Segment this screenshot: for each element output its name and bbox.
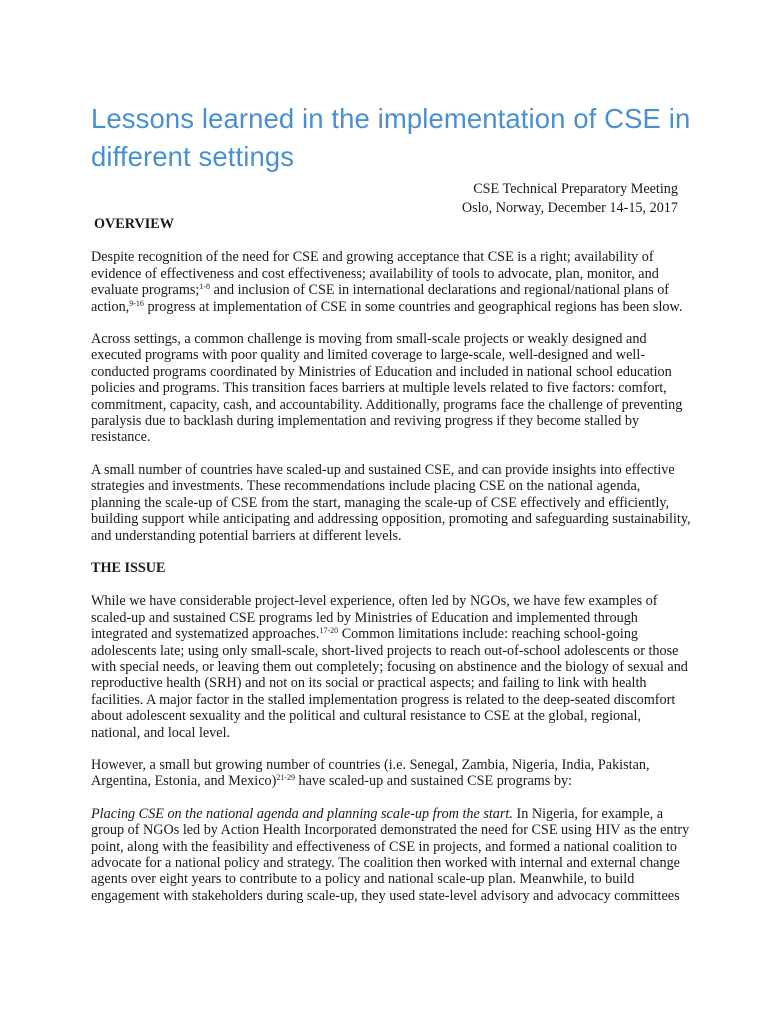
meeting-location-date: Oslo, Norway, December 14-15, 2017 [461, 200, 678, 216]
document-title: Lessons learned in the implementation of CSE in different settings [91, 103, 691, 172]
overview-paragraph-1 [91, 249, 691, 315]
paragraph-text: have scaled-up and sustained CSE programs by: [294, 773, 572, 790]
meeting-info [462, 180, 678, 218]
citation-ref: 21-29 [276, 773, 295, 783]
citation-ref: 17-20 [319, 626, 339, 636]
overview-paragraph-2: Across settings, a common challenge is moving from small-scale projects or weakly designed and executed programs with poor quality and limited coverage to large-scale, well-designed and well-conducted programs coordinated by Ministries of Education and included in national school education policies and programs. This transition faces barriers at multiple levels related to five factors: comfort, commitment, capacity, cash, and accountability. Additionally, programs face the challenge of preventing paralysis due to backlash during implementation and reviving progress if they become stalled by resistance. [91, 331, 683, 446]
issue-paragraph-1 [91, 593, 691, 741]
overview-heading: OVERVIEW [94, 216, 174, 232]
paragraph-text: Despite recognition of the need for CSE and growing acceptance that CSE is a right; availability of evidence of effectiveness and cost effectiveness; availability of tools to advocate, plan, monitor, and evaluate programs; [91, 249, 659, 299]
issue-paragraph-2 [91, 757, 691, 790]
paragraph-text: progress at implementation of CSE in some countries and geographical regions has been slow. [143, 298, 683, 315]
paragraph-text: Common limitations include: reaching school-going adolescents late; using only small-scale, short-lived projects to reach out-of-school adolescents or those with special needs, or leaving them out completely; focusing on abstinence and the biology of sexual and reproductive health (SRH) and not on its social or practical aspects; and failing to link with health facilities. A major factor in the stalled implementation progress is related to the deep-seated discomfort about adolescent sexuality and the political and cultural resistance to CSE at the global, regional, national, and local level. [91, 626, 688, 741]
paragraph-text: In Nigeria, for example, a group of NGOs led by Action Health Incorporated demonstrated the need for CSE using HIV as the entry point, along with the feasibility and effectiveness of CSE in projects, and formed a national coalition to advocate for a national policy and strategy. The coalition then worked with internal and external change agents over eight years to contribute to a policy and national scale-up plan. Meanwhile, to build engagement with stakeholders during scale-up, they used state-level advisory and advocacy committees [91, 805, 690, 904]
citation-ref: 1-8 [199, 282, 211, 292]
paragraph-text: While we have considerable project-level experience, often led by NGOs, we have few examples of scaled-up and sustained CSE programs led by Ministries of Education and implemented through integrated and systematized approaches. [91, 593, 658, 643]
issue-heading: THE ISSUE [91, 559, 166, 576]
paragraph-text: However, a small but growing number of countries (i.e. Senegal, Zambia, Nigeria, India, Pakistan, Argentina, Estonia, and Mexico) [91, 756, 650, 790]
citation-ref: 9-16 [129, 298, 144, 308]
meeting-name: CSE Technical Preparatory Meeting [473, 181, 678, 197]
overview-paragraph-3: A small number of countries have scaled-up and sustained CSE, and can provide insights into effective strategies and investments. These recommendations include placing CSE on the national agenda, planning the scale-up of CSE from the start, managing the scale-up of CSE effectively and efficiently, building support while anticipating and addressing opposition, promoting and safeguarding sustainability, and understanding potential barriers at different levels. [91, 461, 691, 544]
document-body [91, 216, 691, 920]
paragraph-text: and inclusion of CSE in international declarations and regional/national plans of action, [91, 282, 670, 315]
issue-paragraph-3 [91, 806, 691, 904]
italic-lead-in: Placing CSE on the national agenda and planning scale-up from the start. [91, 805, 513, 822]
